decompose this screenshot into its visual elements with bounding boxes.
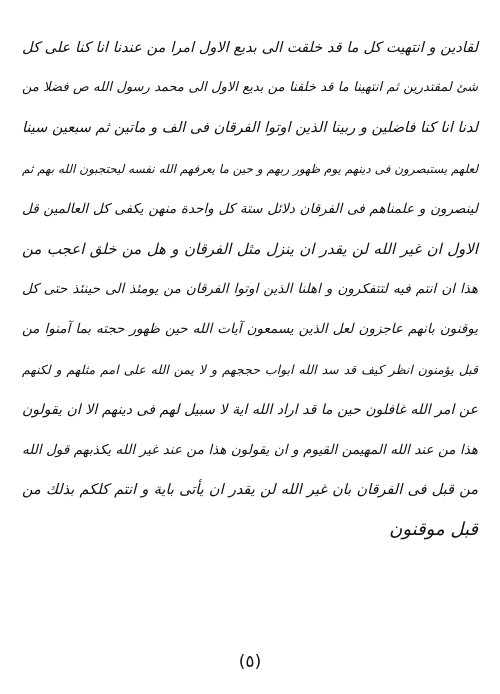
text-line: هذا ان انتم فيه لتتفكرون و اهلنا الذين اوتوا الفرقان من يومئذ الى حينئذ حتى كل [22, 281, 478, 298]
text-line: عن امر الله غافلون حين ما قد اراد الله اية لا سبيل لهم فى دينهم الا ان يقولون [22, 401, 478, 418]
text-line: لدنا انا كنا فاضلين و ربينا الذين اوتوا الفرقان فى الف و ماتين ثم سبعين سينا [22, 120, 478, 137]
text-line: يوقنون بانهم عاجزون لعل الذين يسمعون آيات الله حين ظهور حجته بما آمنوا من [22, 321, 478, 338]
page-number: (٥) [238, 652, 262, 672]
text-line: قبل موقنون [389, 519, 478, 541]
text-line: لقادين و انتهيت كل ما قد خلقت الى بديع الاول امرا من عندنا انا كنا على كل [22, 40, 478, 56]
text-line: شئ لمقتدرين ثم انتهينا ما قد خلقنا من بديع الاول الى محمد رسول الله ص فضلا من [22, 80, 478, 96]
text-line: الاول ان غير الله لن يقدر ان ينزل مثل الفرقان و هل من خلق اعجب من [22, 239, 478, 258]
text-line: لينصرون و علمناهم فى الفرقان دلائل ستة كل واحدة منهن يكفى كل العالمين قل [22, 200, 478, 217]
text-line: قبل يؤمنون انظر كيف قد سد الله ابواب حججهم و لا يمن الله على امم مثلهم و لكنهم [22, 361, 478, 377]
text-line: هذا من عند الله المهيمن القيوم و ان يقولون هذا من عند غير الله يكذبهم قول الله [22, 441, 478, 458]
text-line: لعلهم يستبصرون فى دينهم يوم ظهور ربهم و حين ما يعرفهم الله نفسه ليحتجبون الله بهم ثم [22, 161, 478, 176]
text-line: من قبل فى الفرقان بان غير الله لن يقدر ان يأتى باية و انتم كلكم بذلك من [22, 482, 478, 499]
body-text [22, 28, 478, 550]
